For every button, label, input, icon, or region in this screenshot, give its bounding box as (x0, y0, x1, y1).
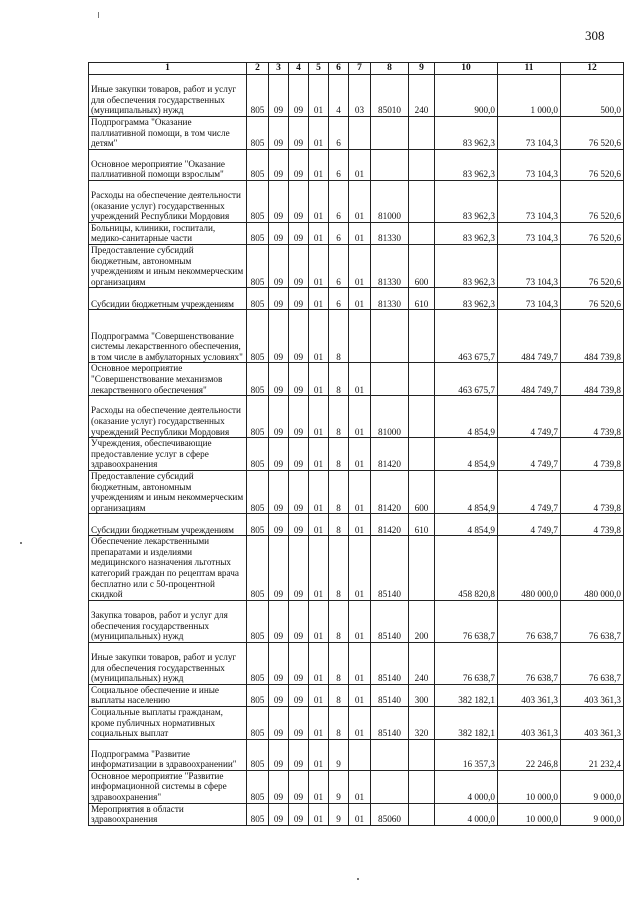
cell-code: 805 (247, 288, 269, 310)
cell-code: 09 (289, 396, 309, 438)
cell-code: 09 (269, 803, 289, 825)
cell-code: 01 (309, 75, 329, 117)
cell-code: 600 (409, 244, 435, 287)
row-name: Иные закупки товаров, работ и услуг для обеспечения государственных (муниципальных) нужд (89, 75, 247, 117)
column-header: 1 (89, 63, 247, 75)
cell-code: 09 (289, 684, 309, 706)
cell-code: 805 (247, 310, 269, 363)
cell-code: 01 (349, 514, 371, 536)
cell-amount: 480 000,0 (561, 536, 624, 601)
cell-code: 01 (309, 514, 329, 536)
cell-code (349, 739, 371, 770)
cell-amount: 4 854,9 (435, 470, 498, 513)
cell-code: 240 (409, 75, 435, 117)
cell-amount: 73 104,3 (498, 149, 561, 180)
row-name: Учреждения, обеспечивающие предоставление услуг в сфере здравоохранения (89, 438, 247, 471)
cell-code: 01 (349, 470, 371, 513)
cell-code: 9 (329, 739, 349, 770)
cell-amount: 76 638,7 (435, 600, 498, 642)
row-name: Субсидии бюджетным учреждениям (89, 514, 247, 536)
cell-code: 805 (247, 470, 269, 513)
cell-code (409, 310, 435, 363)
table-row (89, 707, 624, 740)
cell-code (409, 739, 435, 770)
row-name: Основное мероприятие "Развитие информационной системы в сфере здравоохранения" (89, 770, 247, 803)
cell-code: 09 (269, 642, 289, 684)
cell-code: 6 (329, 117, 349, 150)
cell-amount: 83 962,3 (435, 149, 498, 180)
cell-code: 8 (329, 536, 349, 601)
cell-code: 01 (309, 222, 329, 244)
column-header: 3 (269, 63, 289, 75)
cell-code (349, 117, 371, 150)
cell-code: 805 (247, 363, 269, 396)
table-row (89, 117, 624, 150)
cell-code: 8 (329, 396, 349, 438)
cell-code: 09 (269, 438, 289, 471)
cell-code: 09 (289, 707, 309, 740)
cell-amount: 83 962,3 (435, 180, 498, 222)
cell-amount: 4 749,7 (498, 438, 561, 471)
cell-amount: 484 749,7 (498, 310, 561, 363)
table-row (89, 310, 624, 363)
cell-code: 01 (309, 438, 329, 471)
cell-code (371, 770, 409, 803)
cell-code: 09 (289, 600, 309, 642)
cell-code: 600 (409, 470, 435, 513)
cell-amount: 463 675,7 (435, 363, 498, 396)
cell-code: 9 (329, 803, 349, 825)
cell-amount: 76 520,6 (561, 117, 624, 150)
cell-amount: 10 000,0 (498, 770, 561, 803)
cell-code: 01 (309, 149, 329, 180)
cell-code: 81420 (371, 470, 409, 513)
cell-code: 09 (289, 642, 309, 684)
cell-code: 01 (309, 396, 329, 438)
cell-amount: 9 000,0 (561, 803, 624, 825)
cell-amount: 73 104,3 (498, 244, 561, 287)
cell-code: 01 (309, 739, 329, 770)
cell-code: 09 (269, 363, 289, 396)
cell-code: 09 (269, 739, 289, 770)
row-name: Подпрограмма "Развитие информатизации в здравоохранении" (89, 739, 247, 770)
cell-code: 09 (269, 180, 289, 222)
cell-amount: 484 739,8 (561, 310, 624, 363)
row-name: Основное мероприятие "Совершенствование механизмов лекарственного обеспечения" (89, 363, 247, 396)
cell-amount: 76 520,6 (561, 288, 624, 310)
cell-code: 01 (349, 684, 371, 706)
cell-amount: 22 246,8 (498, 739, 561, 770)
cell-code: 85140 (371, 600, 409, 642)
cell-code: 805 (247, 514, 269, 536)
cell-code: 320 (409, 707, 435, 740)
cell-code: 09 (289, 244, 309, 287)
cell-code: 81330 (371, 244, 409, 287)
cell-amount: 458 820,8 (435, 536, 498, 601)
cell-amount: 76 638,7 (498, 642, 561, 684)
cell-code: 610 (409, 288, 435, 310)
column-header: 9 (409, 63, 435, 75)
cell-code: 805 (247, 684, 269, 706)
cell-amount: 9 000,0 (561, 770, 624, 803)
cell-code: 4 (329, 75, 349, 117)
column-header: 7 (349, 63, 371, 75)
cell-code: 805 (247, 600, 269, 642)
column-header: 6 (329, 63, 349, 75)
cell-amount: 484 749,7 (498, 363, 561, 396)
cell-code: 09 (269, 514, 289, 536)
cell-amount: 83 962,3 (435, 288, 498, 310)
cell-code: 8 (329, 363, 349, 396)
column-header: 10 (435, 63, 498, 75)
cell-amount: 4 000,0 (435, 770, 498, 803)
table-row (89, 642, 624, 684)
cell-code: 9 (329, 770, 349, 803)
cell-code: 09 (289, 222, 309, 244)
cell-code (349, 310, 371, 363)
cell-code: 01 (309, 536, 329, 601)
cell-amount: 500,0 (561, 75, 624, 117)
cell-amount: 463 675,7 (435, 310, 498, 363)
cell-code: 805 (247, 438, 269, 471)
cell-code: 6 (329, 244, 349, 287)
cell-code: 09 (289, 180, 309, 222)
cell-code (409, 770, 435, 803)
table-row (89, 363, 624, 396)
cell-code: 6 (329, 222, 349, 244)
cell-amount: 76 638,7 (561, 642, 624, 684)
cell-code: 09 (269, 396, 289, 438)
cell-code: 81000 (371, 180, 409, 222)
cell-code: 81420 (371, 438, 409, 471)
cell-code: 01 (349, 770, 371, 803)
cell-code: 01 (349, 363, 371, 396)
cell-amount: 83 962,3 (435, 117, 498, 150)
cell-code (371, 363, 409, 396)
cell-code: 85140 (371, 642, 409, 684)
row-name: Расходы на обеспечение деятельности (оказание услуг) государственных учреждений Республики Мордовия (89, 396, 247, 438)
cell-amount: 4 739,8 (561, 438, 624, 471)
table-row (89, 244, 624, 287)
cell-amount: 403 361,3 (498, 707, 561, 740)
table-body (89, 75, 624, 826)
cell-code: 09 (269, 536, 289, 601)
cell-code: 09 (269, 75, 289, 117)
cell-code: 8 (329, 310, 349, 363)
cell-code: 09 (269, 707, 289, 740)
cell-amount: 4 749,7 (498, 470, 561, 513)
cell-amount: 4 749,7 (498, 514, 561, 536)
row-name: Подпрограмма "Оказание паллиативной помощи, в том числе детям" (89, 117, 247, 150)
cell-code: 805 (247, 803, 269, 825)
row-name: Закупка товаров, работ и услуг для обеспечения государственных (муниципальных) нужд (89, 600, 247, 642)
cell-code (409, 117, 435, 150)
cell-amount: 10 000,0 (498, 803, 561, 825)
row-name: Обеспечение лекарственными препаратами и изделиями медицинского назначения льготных категорий граждан по рецептам врача бесплатно или с 50-процентной скидкой (89, 536, 247, 601)
cell-amount: 73 104,3 (498, 117, 561, 150)
cell-code (409, 222, 435, 244)
cell-code: 09 (289, 117, 309, 150)
cell-code: 09 (289, 310, 309, 363)
cell-code: 805 (247, 642, 269, 684)
table-row (89, 803, 624, 825)
cell-amount: 4 739,8 (561, 470, 624, 513)
cell-code: 01 (349, 707, 371, 740)
cell-code: 805 (247, 396, 269, 438)
row-name: Больницы, клиники, госпитали, медико-санитарные части (89, 222, 247, 244)
cell-code: 81420 (371, 514, 409, 536)
cell-code: 01 (349, 438, 371, 471)
cell-amount: 4 854,9 (435, 514, 498, 536)
cell-code: 805 (247, 75, 269, 117)
cell-code: 01 (349, 803, 371, 825)
cell-code: 805 (247, 770, 269, 803)
cell-amount: 73 104,3 (498, 180, 561, 222)
cell-amount: 4 749,7 (498, 396, 561, 438)
cell-code: 01 (349, 222, 371, 244)
cell-code: 09 (289, 803, 309, 825)
cell-code: 03 (349, 75, 371, 117)
cell-code: 01 (309, 770, 329, 803)
cell-amount: 4 739,8 (561, 396, 624, 438)
table-row (89, 600, 624, 642)
cell-code (409, 803, 435, 825)
cell-code: 805 (247, 739, 269, 770)
cell-code: 6 (329, 288, 349, 310)
row-name: Подпрограмма "Совершенствование системы лекарственного обеспечения, в том числе в амбулаторных условиях" (89, 310, 247, 363)
cell-code: 8 (329, 642, 349, 684)
cell-code: 09 (289, 363, 309, 396)
table-row (89, 739, 624, 770)
cell-amount: 382 182,1 (435, 707, 498, 740)
cell-code (409, 149, 435, 180)
cell-code: 01 (309, 310, 329, 363)
column-header: 11 (498, 63, 561, 75)
cell-code: 805 (247, 536, 269, 601)
scan-mark (98, 12, 99, 18)
cell-code: 01 (309, 117, 329, 150)
cell-code: 01 (349, 288, 371, 310)
cell-code: 6 (329, 180, 349, 222)
table-row (89, 288, 624, 310)
cell-code: 200 (409, 600, 435, 642)
cell-code: 09 (269, 770, 289, 803)
cell-code: 01 (309, 180, 329, 222)
cell-code: 09 (289, 470, 309, 513)
cell-code: 09 (269, 684, 289, 706)
cell-code: 805 (247, 222, 269, 244)
cell-amount: 76 520,6 (561, 149, 624, 180)
column-header: 2 (247, 63, 269, 75)
cell-code: 85140 (371, 707, 409, 740)
row-name: Предоставление субсидий бюджетным, автономным учреждениям и иным некоммерческим организациям (89, 470, 247, 513)
cell-code: 805 (247, 117, 269, 150)
cell-code: 8 (329, 707, 349, 740)
table-row (89, 684, 624, 706)
cell-code: 09 (289, 149, 309, 180)
table-row (89, 438, 624, 471)
column-header: 4 (289, 63, 309, 75)
cell-amount: 403 361,3 (561, 707, 624, 740)
table-header-row (89, 63, 624, 75)
cell-code: 6 (329, 149, 349, 180)
cell-code (409, 438, 435, 471)
column-header: 5 (309, 63, 329, 75)
cell-code: 09 (289, 514, 309, 536)
table-row (89, 396, 624, 438)
row-name: Иные закупки товаров, работ и услуг для обеспечения государственных (муниципальных) нужд (89, 642, 247, 684)
cell-amount: 21 232,4 (561, 739, 624, 770)
cell-code: 8 (329, 684, 349, 706)
table-row (89, 536, 624, 601)
cell-code: 01 (309, 684, 329, 706)
cell-code (371, 739, 409, 770)
cell-amount: 76 520,6 (561, 222, 624, 244)
cell-amount: 76 638,7 (561, 600, 624, 642)
cell-code: 09 (289, 438, 309, 471)
cell-code: 09 (289, 739, 309, 770)
cell-amount: 4 854,9 (435, 396, 498, 438)
row-name: Субсидии бюджетным учреждениям (89, 288, 247, 310)
cell-code (371, 310, 409, 363)
cell-code: 01 (309, 803, 329, 825)
cell-code: 01 (309, 244, 329, 287)
cell-code: 09 (269, 244, 289, 287)
cell-code (409, 180, 435, 222)
row-name: Предоставление субсидий бюджетным, автономным учреждениям и иным некоммерческим организациям (89, 244, 247, 287)
scan-mark (357, 878, 359, 880)
cell-code: 300 (409, 684, 435, 706)
cell-code (409, 363, 435, 396)
cell-code: 81330 (371, 288, 409, 310)
table-row (89, 514, 624, 536)
cell-amount: 403 361,3 (498, 684, 561, 706)
cell-code (371, 117, 409, 150)
cell-code: 85010 (371, 75, 409, 117)
row-name: Основное мероприятие "Оказание паллиативной помощи взрослым" (89, 149, 247, 180)
cell-code: 8 (329, 514, 349, 536)
cell-code (409, 536, 435, 601)
cell-amount: 900,0 (435, 75, 498, 117)
cell-code: 240 (409, 642, 435, 684)
row-name: Социальные выплаты гражданам, кроме публичных нормативных социальных выплат (89, 707, 247, 740)
scan-mark (20, 542, 22, 544)
cell-code: 09 (269, 117, 289, 150)
cell-code: 01 (309, 288, 329, 310)
cell-code: 01 (309, 707, 329, 740)
cell-amount: 382 182,1 (435, 684, 498, 706)
table-row (89, 75, 624, 117)
cell-amount: 76 520,6 (561, 180, 624, 222)
cell-amount: 76 520,6 (561, 244, 624, 287)
cell-code: 01 (309, 470, 329, 513)
cell-amount: 83 962,3 (435, 222, 498, 244)
cell-code: 01 (309, 642, 329, 684)
cell-code: 805 (247, 149, 269, 180)
table-row (89, 222, 624, 244)
cell-code: 01 (349, 396, 371, 438)
cell-amount: 4 000,0 (435, 803, 498, 825)
cell-amount: 1 000,0 (498, 75, 561, 117)
cell-code: 09 (269, 149, 289, 180)
cell-code: 85060 (371, 803, 409, 825)
cell-code (371, 149, 409, 180)
cell-code: 01 (349, 180, 371, 222)
cell-amount: 83 962,3 (435, 244, 498, 287)
cell-amount: 4 854,9 (435, 438, 498, 471)
cell-code: 09 (269, 310, 289, 363)
cell-code: 85140 (371, 684, 409, 706)
cell-code: 8 (329, 600, 349, 642)
row-name: Социальное обеспечение и иные выплаты населению (89, 684, 247, 706)
cell-code (409, 396, 435, 438)
row-name: Расходы на обеспечение деятельности (оказание услуг) государственных учреждений Республики Мордовия (89, 180, 247, 222)
cell-code: 09 (269, 222, 289, 244)
cell-code: 85140 (371, 536, 409, 601)
page-number: 308 (585, 28, 605, 43)
cell-amount: 484 739,8 (561, 363, 624, 396)
cell-code: 09 (289, 770, 309, 803)
cell-code: 805 (247, 180, 269, 222)
cell-code: 09 (269, 470, 289, 513)
row-name: Мероприятия в области здравоохранения (89, 803, 247, 825)
cell-code: 09 (289, 75, 309, 117)
cell-code: 09 (289, 288, 309, 310)
column-header: 12 (561, 63, 624, 75)
table-row (89, 470, 624, 513)
cell-code: 805 (247, 244, 269, 287)
cell-code: 01 (349, 600, 371, 642)
cell-amount: 76 638,7 (498, 600, 561, 642)
cell-code: 01 (349, 642, 371, 684)
cell-amount: 403 361,3 (561, 684, 624, 706)
cell-code: 81330 (371, 222, 409, 244)
cell-amount: 73 104,3 (498, 222, 561, 244)
cell-code: 09 (289, 536, 309, 601)
cell-code: 8 (329, 470, 349, 513)
cell-amount: 16 357,3 (435, 739, 498, 770)
cell-code: 81000 (371, 396, 409, 438)
cell-code: 8 (329, 438, 349, 471)
cell-code: 01 (309, 363, 329, 396)
cell-code: 01 (309, 600, 329, 642)
table-row (89, 770, 624, 803)
table-row (89, 149, 624, 180)
cell-code: 01 (349, 244, 371, 287)
column-header: 8 (371, 63, 409, 75)
cell-code: 09 (269, 600, 289, 642)
cell-amount: 73 104,3 (498, 288, 561, 310)
cell-code: 09 (269, 288, 289, 310)
cell-amount: 4 739,8 (561, 514, 624, 536)
table-row (89, 180, 624, 222)
budget-table (88, 62, 624, 826)
cell-code: 01 (349, 536, 371, 601)
cell-amount: 76 638,7 (435, 642, 498, 684)
cell-code: 610 (409, 514, 435, 536)
cell-amount: 480 000,0 (498, 536, 561, 601)
cell-code: 805 (247, 707, 269, 740)
cell-code: 01 (349, 149, 371, 180)
